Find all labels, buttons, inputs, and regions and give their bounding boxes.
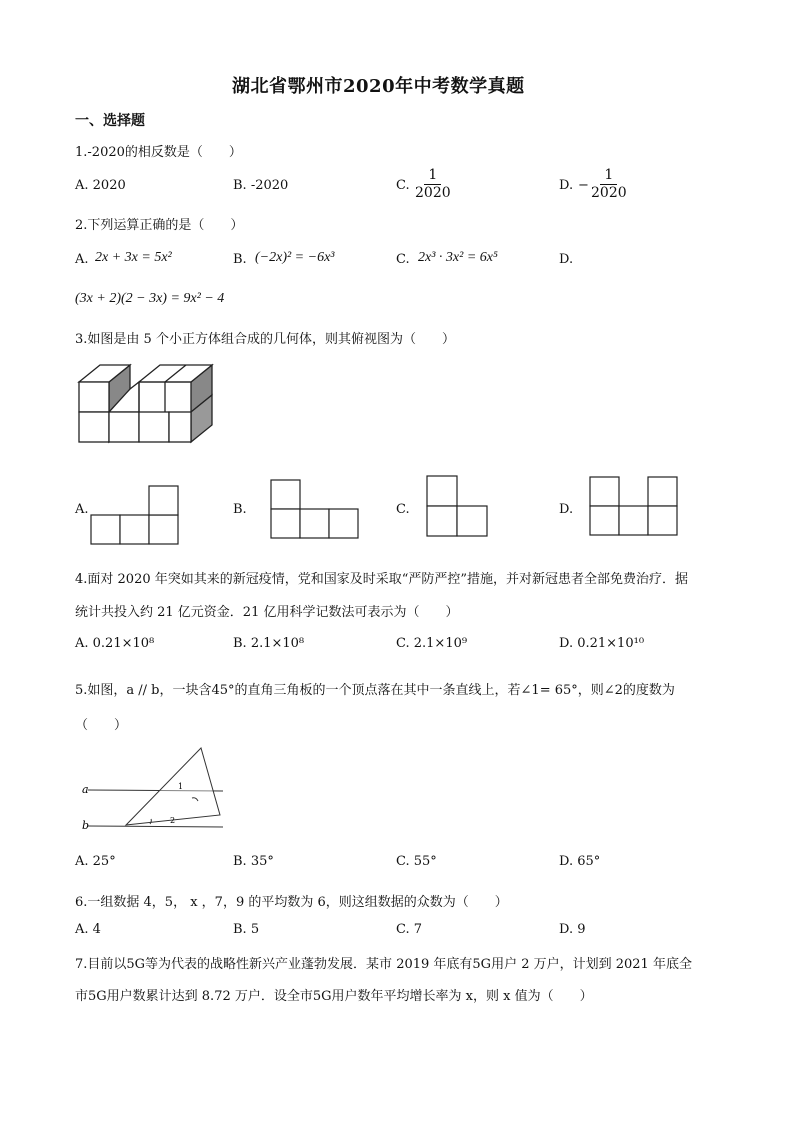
- q7-stem-line1: 7.目前以5G等为代表的战略性新兴产业蓬勃发展．某市 2019 年底有5G用户 2 万户，计划到 2021 年底全: [75, 957, 692, 972]
- q3-stem: 3.如图是由 5 个小正方体组合成的几何体，则其俯视图为（ ）: [75, 332, 455, 347]
- q3-option-b-label[interactable]: B.: [233, 502, 247, 517]
- q1-stem: 1.-2020的相反数是（ ）: [75, 145, 242, 160]
- q4-option-c[interactable]: C. 2.1×10⁹: [396, 636, 468, 651]
- q2-option-b: (−2x)² = −6x³: [255, 250, 335, 265]
- q3-option-c-figure: [426, 474, 490, 536]
- q5-option-b[interactable]: B. 35°: [233, 854, 274, 869]
- q5-angle-1: 1: [178, 782, 184, 791]
- q1-option-d-label[interactable]: D.: [559, 178, 574, 193]
- q2-option-c: 2x³ · 3x² = 6x⁵: [418, 250, 498, 265]
- q2-option-a-label[interactable]: A.: [75, 252, 89, 267]
- q5-stem-line2: （ ）: [75, 718, 128, 733]
- q4-option-b[interactable]: B. 2.1×10⁸: [233, 636, 305, 651]
- section-heading: 一、选择题: [75, 113, 145, 129]
- q4-stem-line1: 4.面对 2020 年突如其来的新冠疫情，党和国家及时采取“严防严控”措施，并对新冠患者全部免费治疗．据: [75, 572, 689, 587]
- q3-option-a-figure: [90, 484, 180, 546]
- q5-label-b: b: [82, 819, 90, 832]
- q1-c-denominator: 2020: [415, 185, 451, 201]
- q3-solid-figure: [78, 365, 218, 447]
- q3-option-d-label[interactable]: D.: [559, 502, 574, 517]
- q5-parallel-lines-figure: [78, 745, 228, 835]
- q7-stem-line2: 市5G用户数累计达到 8.72 万户．设全市5G用户数年平均增长率为 x，则 x 值为（ ）: [75, 989, 593, 1004]
- q3-option-a-label[interactable]: A.: [75, 502, 89, 517]
- q3-option-b-figure: [270, 478, 360, 540]
- q1-option-d-sign: −: [578, 178, 589, 193]
- q1-c-numerator: 1: [424, 167, 441, 185]
- q2-option-d-label[interactable]: D.: [559, 252, 574, 267]
- q5-angle-2: 2: [170, 816, 176, 825]
- q1-d-numerator: 1: [600, 167, 617, 185]
- q2-option-d: (3x + 2)(2 − 3x) = 9x² − 4: [75, 291, 225, 306]
- q6-stem: 6.一组数据 4，5， x ，7，9 的平均数为 6，则这组数据的众数为（ ）: [75, 895, 508, 910]
- page-title: 湖北省鄂州市2020年中考数学真题: [232, 76, 525, 97]
- q5-option-d[interactable]: D. 65°: [559, 854, 601, 869]
- q1-option-d-fraction: [591, 167, 627, 202]
- q2-option-c-label[interactable]: C.: [396, 252, 410, 267]
- q4-option-d[interactable]: D. 0.21×10¹⁰: [559, 636, 645, 651]
- q5-option-c[interactable]: C. 55°: [396, 854, 437, 869]
- q6-option-d[interactable]: D. 9: [559, 922, 586, 937]
- q2-stem: 2.下列运算正确的是（ ）: [75, 218, 244, 233]
- q1-d-denominator: 2020: [591, 185, 627, 201]
- q2-option-b-label[interactable]: B.: [233, 252, 247, 267]
- q6-option-b[interactable]: B. 5: [233, 922, 260, 937]
- q6-option-a[interactable]: A. 4: [75, 922, 101, 937]
- q2-option-a: 2x + 3x = 5x²: [95, 250, 172, 265]
- q1-option-a[interactable]: A. 2020: [75, 178, 126, 193]
- q3-option-c-label[interactable]: C.: [396, 502, 410, 517]
- q5-option-a[interactable]: A. 25°: [75, 854, 116, 869]
- q1-option-b[interactable]: B. -2020: [233, 178, 289, 193]
- q5-label-a: a: [82, 783, 89, 796]
- q1-option-c-label[interactable]: C.: [396, 178, 410, 193]
- q1-option-c-fraction: [415, 167, 451, 202]
- q4-stem-line2: 统计共投入约 21 亿元资金．21 亿用科学记数法可表示为（ ）: [75, 605, 459, 620]
- q6-option-c[interactable]: C. 7: [396, 922, 423, 937]
- q3-option-d-figure: [589, 475, 679, 537]
- q4-option-a[interactable]: A. 0.21×10⁸: [75, 636, 155, 651]
- q5-stem-line1: 5.如图，a // b，一块含45°的直角三角板的一个顶点落在其中一条直线上，若∠1= 65°，则∠2的度数为: [75, 683, 675, 698]
